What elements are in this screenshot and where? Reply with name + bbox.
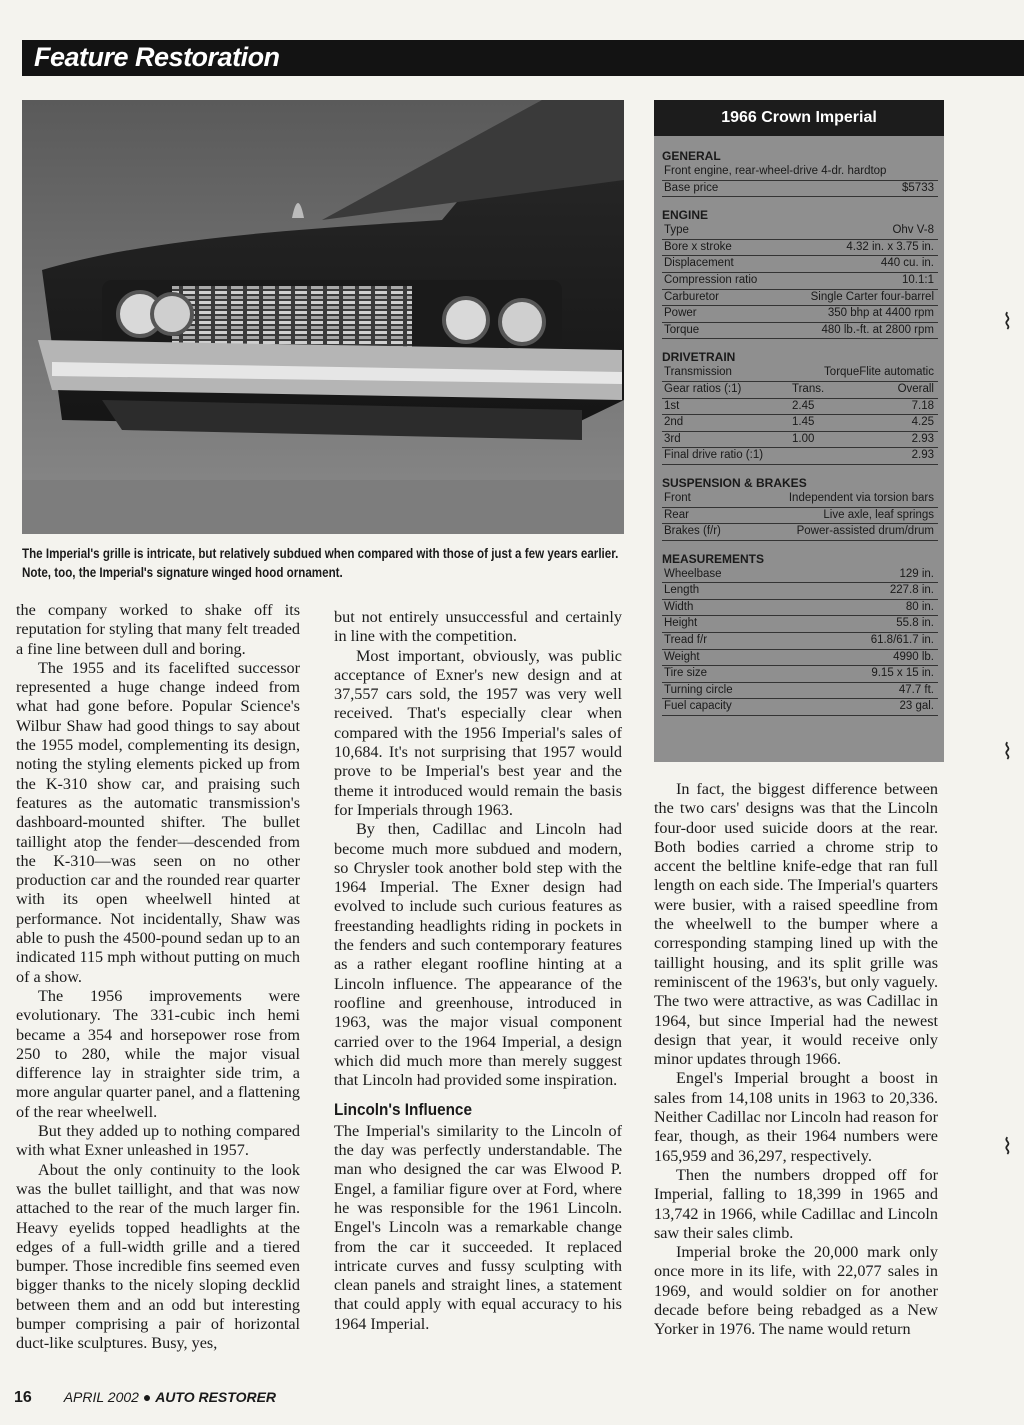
spec-label: Weight — [664, 650, 700, 663]
margin-mark-3: ⌇ — [1002, 1135, 1013, 1160]
spec-value: $5733 — [902, 181, 934, 194]
margin-mark-2: ⌇ — [1002, 740, 1013, 765]
spec-label: Carburetor — [664, 290, 719, 303]
spec-sidebar — [654, 100, 944, 762]
spec-trans-value: Trans. — [792, 382, 825, 395]
spec-row — [662, 633, 938, 650]
spec-value: TorqueFlite automatic — [824, 366, 934, 379]
spec-row — [662, 699, 938, 716]
spec-value: Power-assisted drum/drum — [796, 525, 934, 538]
article-column-2 — [334, 608, 622, 1334]
car-grille-photo — [22, 100, 624, 534]
spec-row — [662, 223, 938, 240]
paragraph: The 1955 and its facelifted successor represented a huge change indeed from what had gone before. Popular Science's Wilbur Shaw had good things to say about the 1955 model, complementing its design, noting the styling elements picked up from the K-310 show car, and praising such features as the automatic transmission's dashboard-mounted shifter. The bullet taillight atop the fender—descended from the K-310—was seen on no other production car and the rounded rear quarter with its open wheelwell hinted at performance. Not incidentally, Shaw was able to push the 4500-pound sedan up to an indicated 115 mph without putting on much of a show. — [16, 658, 300, 986]
spec-value: Overall — [897, 382, 934, 395]
paragraph: The Imperial's similarity to the Lincoln of the day was perfectly understandable. The man who designed the car was Elwood P. Engel, a familiar figure over at Ford, where he was responsible for the 1961 Lincoln. Engel's Lincoln was a remarkable change from the car it succeeded. It replaced intricate curves and fussy sculpting with clean panels and straight lines, a statement that could apply with equal accuracy to his 1964 Imperial. — [334, 1121, 622, 1333]
spec-value: 9.15 x 15 in. — [871, 667, 934, 680]
spec-value: Independent via torsion bars — [788, 491, 934, 504]
spec-row — [662, 508, 938, 525]
spec-value: Single Carter four-barrel — [810, 290, 934, 303]
spec-row — [662, 683, 938, 700]
spec-label: Gear ratios (:1) — [664, 382, 742, 395]
spec-label: Displacement — [664, 257, 734, 270]
spec-label: Tire size — [664, 667, 708, 680]
spec-value: 129 in. — [899, 567, 934, 580]
spec-label: Width — [664, 600, 694, 613]
spec-row — [662, 616, 938, 633]
article-column-3 — [654, 780, 938, 1340]
section-banner — [22, 40, 1024, 76]
spec-row — [662, 666, 938, 683]
bullet-separator: ● — [142, 1389, 152, 1405]
spec-row — [662, 524, 938, 541]
page-number: 16 — [14, 1389, 32, 1406]
spec-row — [662, 256, 938, 273]
photo-caption: The Imperial's grille is intricate, but relatively subdued when compared with those of just a few years earlier. Note, too, the Imperial's signature winged hood ornament. — [22, 546, 619, 580]
spec-trans-value: 2.45 — [792, 399, 815, 412]
paragraph: but not entirely unsuccessful and certainly in line with the competition. — [334, 608, 622, 646]
spec-label: Transmission — [664, 366, 732, 379]
spec-row — [662, 448, 938, 465]
spec-row — [662, 491, 938, 508]
issue-date: APRIL 2002 — [63, 1389, 139, 1405]
spec-row — [662, 650, 938, 667]
spec-title: 1966 Crown Imperial — [654, 100, 944, 136]
paragraph: In fact, the biggest difference between the two cars' designs was that the Lincoln four-door used suicide doors at the rear. Both bodies carried a chrome strip to accent the beltline knife-edge that ran full length on each side. The Imperial's quarters were busier, with a raised speedline from the wheelwell to the bumper where a corresponding stamping lined up with the taillight housing, and its split grille was reminiscent of the 1963's, but only vaguely. The two were attractive, as was Cadillac in 1964, but since Imperial had the newest design that year, it would receive only minor updates through 1966. — [654, 780, 938, 1069]
spec-value: 4990 lb. — [893, 650, 934, 663]
spec-section-heading: GENERAL — [662, 149, 721, 163]
article-column-1 — [16, 601, 300, 1354]
spec-label: Front engine, rear-wheel-drive 4-dr. hardtop — [664, 165, 887, 177]
spec-row — [662, 164, 938, 181]
spec-value: 80 in. — [905, 600, 934, 613]
subhead-lincolns-influence: Lincoln's Influence — [334, 1100, 472, 1120]
spec-row — [662, 432, 938, 449]
paragraph: By then, Cadillac and Lincoln had become much more subdued and modern, so Chrysler took another bold step with the 1964 Imperial. The Exner design had evolved to include such curious features as freestanding headlights riding in pockets in the fenders and such contemporary features as a rather elegant roofline hinting at a Lincoln influence. The appearance of the roofline and greenhouse, introduced in 1963, was the major visual component carried over to the 1964 Imperial, a design which did much more than merely suggest that Lincoln had provided some inspiration. — [334, 820, 622, 1090]
spec-row — [662, 273, 938, 290]
paragraph: Most important, obviously, was public acceptance of Exner's new design and at 37,557 cars sold, the 1957 was very well received. That's especially clear when compared with the 1956 Imperial's sales of 10,684. It's not surprising that 1957 would prove to be Imperial's best year and the theme it introduced would remain the basis for Imperials through 1963. — [334, 646, 622, 819]
spec-label: Tread f/r — [664, 634, 708, 647]
paragraph: the company worked to shake off its reputation for styling that many felt treaded a fine line between dull and boring. — [16, 601, 300, 658]
spec-value: 350 bhp at 4400 rpm — [827, 307, 934, 320]
spec-trans-value: 1.00 — [792, 432, 815, 445]
spec-label: Height — [664, 617, 698, 630]
spec-label: Wheelbase — [664, 567, 722, 580]
spec-value: 4.32 in. x 3.75 in. — [846, 240, 934, 253]
spec-label: Type — [664, 224, 689, 237]
spec-value: 23 gal. — [899, 700, 934, 713]
spec-label: Torque — [664, 323, 700, 336]
paragraph: Engel's Imperial brought a boost in sales from 14,108 units in 1963 to 20,336. Neither Cadillac nor Lincoln had reason for fear, though, as their 1964 numbers were 165,959 and 36,297, respectively. — [654, 1069, 938, 1165]
spec-label: Base price — [664, 181, 719, 194]
publication-name: AUTO RESTORER — [155, 1389, 277, 1405]
spec-section-heading: DRIVETRAIN — [662, 350, 736, 365]
page-footer — [14, 1389, 276, 1407]
spec-value: 4.25 — [911, 416, 934, 429]
spec-row — [662, 365, 938, 382]
spec-label: Bore x stroke — [664, 240, 732, 253]
spec-value: 7.18 — [911, 399, 934, 412]
spec-table — [662, 148, 938, 716]
spec-row — [662, 382, 938, 399]
spec-row — [662, 600, 938, 617]
spec-row — [662, 323, 938, 340]
spec-row — [662, 240, 938, 257]
spec-value: Ohv V-8 — [892, 224, 934, 237]
spec-value: 227.8 in. — [889, 584, 934, 597]
paragraph: Imperial broke the 20,000 mark only once more in its life, with 22,077 sales in 1969, and would soldier on for another decade before being rebadged as a New Yorker in 1976. The name would return — [654, 1243, 938, 1339]
spec-value: 480 lb.-ft. at 2800 rpm — [821, 323, 934, 336]
spec-label: Final drive ratio (:1) — [664, 449, 764, 462]
spec-value: 61.8/61.7 in. — [870, 634, 934, 647]
spec-label: Fuel capacity — [664, 700, 732, 713]
spec-section-heading: SUSPENSION & BRAKES — [662, 475, 807, 490]
spec-value: 55.8 in. — [896, 617, 934, 630]
spec-label: Length — [664, 584, 700, 597]
spec-label: 3rd — [664, 432, 681, 445]
spec-value: 47.7 ft. — [898, 683, 934, 696]
spec-value: 2.93 — [911, 449, 934, 462]
spec-value: Live axle, leaf springs — [823, 508, 934, 521]
spec-value: 2.93 — [911, 432, 934, 445]
spec-row — [662, 583, 938, 600]
spec-row — [662, 567, 938, 584]
spec-label: Rear — [664, 508, 689, 521]
spec-label: Turning circle — [664, 683, 733, 696]
spec-row — [662, 415, 938, 432]
paragraph: The 1956 improvements were evolutionary. The 331-cubic inch hemi became a 354 and horsepower rose from 250 to 280, while the major visual difference lay in straighter side trim, a more angular quarter panel, and a flattening of the rear wheelwell. — [16, 986, 300, 1121]
paragraph: About the only continuity to the look was the bullet taillight, and that was now attached to the rear of the much larger fin. Heavy eyelids topped headlights at the edges of a full-width grille and a tiered bumper. Those incredible fins seemed even bigger thanks to the nicely sloping decklid between them and an odd but interesting bumper comprising a pair of horizontal duct-like sculptures. Busy, yes, — [16, 1160, 300, 1353]
spec-label: Brakes (f/r) — [664, 525, 721, 538]
spec-section-heading: ENGINE — [662, 208, 709, 223]
spec-section-heading: MEASUREMENTS — [662, 551, 765, 566]
paragraph: But they added up to nothing compared with what Exner unleashed in 1957. — [16, 1122, 300, 1160]
spec-value: 440 cu. in. — [880, 257, 934, 270]
spec-label: Front — [664, 491, 691, 504]
spec-label: 2nd — [664, 416, 684, 429]
spec-row — [662, 399, 938, 416]
spec-row — [662, 290, 938, 307]
spec-trans-value: 1.45 — [792, 416, 815, 429]
spec-row — [662, 181, 938, 198]
spec-label: Power — [664, 307, 697, 320]
margin-mark-1: ⌇ — [1002, 310, 1013, 335]
spec-row — [662, 306, 938, 323]
spec-value: 10.1:1 — [902, 273, 934, 286]
paragraph: Then the numbers dropped off for Imperial, falling to 18,399 in 1965 and 13,742 in 1966, while Cadillac and Lincoln saw their sales climb. — [654, 1165, 938, 1242]
section-title: Feature Restoration — [34, 42, 280, 72]
spec-label: 1st — [664, 399, 680, 412]
spec-label: Compression ratio — [664, 273, 758, 286]
